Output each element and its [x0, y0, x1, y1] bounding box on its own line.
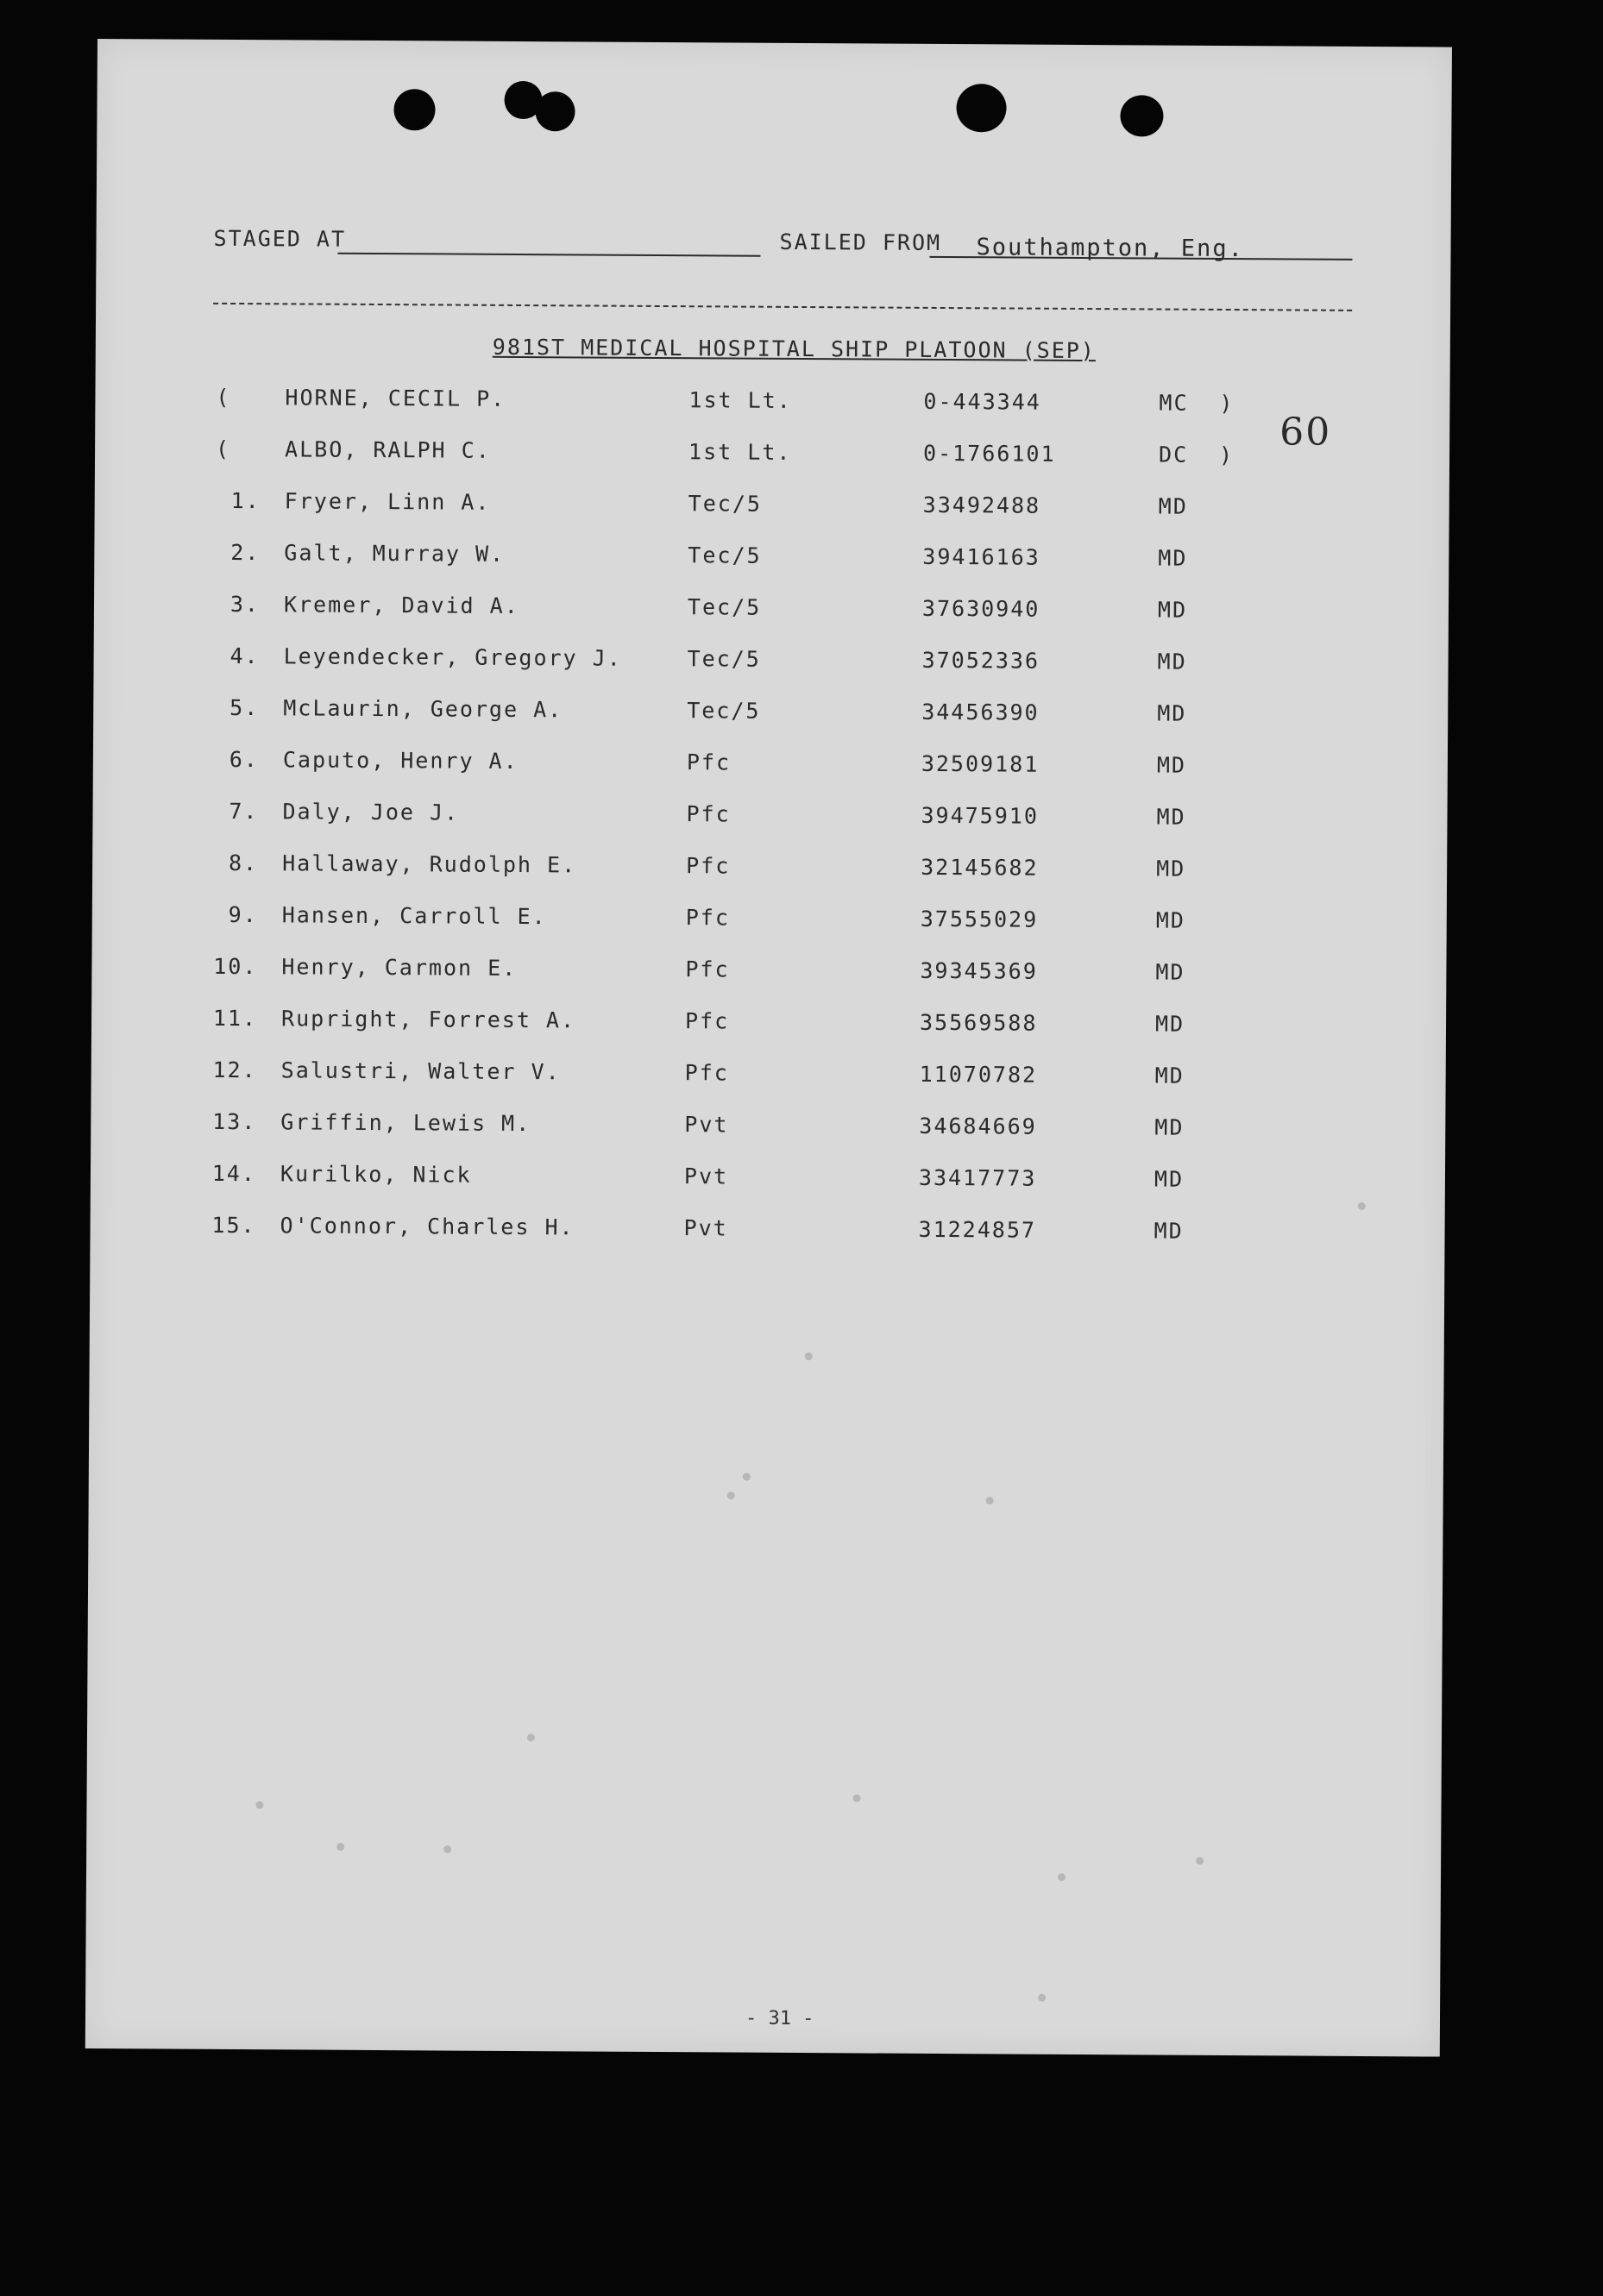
- row-number: 3.: [229, 591, 261, 618]
- row-number: 10.: [213, 953, 258, 980]
- soldier-rank: Pfc: [686, 853, 731, 879]
- soldier-serial: 32509181: [921, 750, 1040, 777]
- roster-row: [215, 592, 1509, 634]
- roster-row: [213, 850, 1507, 893]
- soldier-serial: 39416163: [922, 543, 1040, 570]
- soldier-serial: 34684669: [919, 1113, 1037, 1139]
- punch-hole: [1120, 95, 1163, 136]
- paper-speck: [805, 1352, 813, 1360]
- roster-row: [213, 799, 1507, 841]
- row-number: 15.: [211, 1212, 256, 1239]
- soldier-rank: Tec/5: [688, 543, 762, 568]
- document-page: [85, 39, 1452, 2057]
- row-number: 8.: [228, 850, 259, 876]
- paper-speck: [853, 1794, 861, 1802]
- roster-row: [213, 902, 1507, 944]
- roster-row: [216, 488, 1510, 530]
- paper-speck: [743, 1473, 751, 1481]
- soldier-rank: Pfc: [685, 905, 731, 931]
- soldier-serial: 37052336: [921, 647, 1040, 674]
- officer-name: HORNE, CECIL P.: [285, 385, 506, 411]
- soldier-arm: MD: [1157, 700, 1187, 726]
- paren-close: ): [1218, 442, 1235, 468]
- staged-at-label: STAGED AT: [213, 225, 347, 252]
- officer-row: [216, 385, 1510, 427]
- staged-at-line: [337, 253, 760, 257]
- soldier-rank: Pfc: [684, 1060, 729, 1086]
- officer-arm: MC: [1159, 390, 1189, 416]
- row-number: 5.: [229, 694, 260, 721]
- sailed-from-label: SAILED FROM: [779, 229, 942, 255]
- separator-line: [213, 303, 1352, 311]
- soldier-rank: Tec/5: [687, 698, 761, 724]
- roster-row: [215, 540, 1509, 582]
- soldier-rank: Pfc: [685, 957, 730, 982]
- soldier-serial: 39475910: [921, 802, 1040, 829]
- roster-row: [212, 1006, 1506, 1048]
- soldier-name: O'Connor, Charles H.: [280, 1213, 575, 1240]
- soldier-arm: MD: [1158, 545, 1188, 571]
- soldier-serial: 37555029: [920, 906, 1039, 932]
- paper-speck: [255, 1801, 263, 1809]
- page-number: - 31 -: [745, 2007, 814, 2030]
- row-number: 6.: [229, 746, 259, 773]
- roster-row: [212, 954, 1506, 996]
- soldier-arm: MD: [1154, 1011, 1185, 1037]
- row-number: 14.: [211, 1160, 257, 1187]
- soldier-arm: MD: [1155, 907, 1185, 933]
- soldier-arm: MD: [1157, 597, 1188, 623]
- punch-hole: [535, 91, 575, 131]
- row-number: 11.: [212, 1005, 258, 1032]
- soldier-rank: Pvt: [684, 1112, 729, 1138]
- soldier-serial: 11070782: [919, 1061, 1038, 1088]
- unit-title: 981ST MEDICAL HOSPITAL SHIP PLATOON (SEP): [492, 334, 1097, 364]
- roster-row: [211, 1213, 1505, 1255]
- row-number: 1.: [230, 487, 261, 514]
- row-number: 9.: [228, 901, 258, 928]
- soldier-serial: 31224857: [918, 1216, 1037, 1243]
- officer-rank: 1st Lt.: [688, 387, 792, 413]
- roster-row: [214, 643, 1508, 686]
- roster-row: [211, 1161, 1506, 1203]
- soldier-name: McLaurin, George A.: [283, 695, 563, 723]
- soldier-rank: Pvt: [683, 1164, 729, 1189]
- soldier-name: Hallaway, Rudolph E.: [282, 850, 577, 878]
- soldier-serial: 39345369: [920, 957, 1038, 984]
- punch-hole: [393, 89, 435, 130]
- soldier-rank: Pfc: [686, 750, 732, 775]
- soldier-arm: MD: [1154, 1114, 1185, 1140]
- soldier-rank: Pvt: [683, 1215, 728, 1241]
- officer-name: ALBO, RALPH C.: [285, 436, 491, 463]
- paper-speck: [986, 1496, 994, 1504]
- paper-speck: [336, 1843, 344, 1851]
- soldier-name: Griffin, Lewis M.: [280, 1109, 531, 1137]
- soldier-arm: MD: [1156, 804, 1186, 830]
- soldier-serial: 33492488: [922, 492, 1041, 518]
- paper-speck: [527, 1734, 535, 1741]
- paper-speck: [1196, 1857, 1204, 1865]
- soldier-name: Salustri, Walter V.: [280, 1057, 561, 1085]
- soldier-name: Kurilko, Nick: [280, 1161, 472, 1188]
- soldier-serial: 33417773: [918, 1164, 1037, 1191]
- soldier-name: Caputo, Henry A.: [282, 747, 519, 774]
- soldier-arm: MD: [1155, 959, 1185, 985]
- paper-speck: [1358, 1202, 1366, 1210]
- row-number: 2.: [230, 539, 261, 566]
- sailed-from-value: Southampton, Eng.: [976, 234, 1244, 263]
- soldier-name: Leyendecker, Gregory J.: [283, 643, 622, 671]
- roster-row: [212, 1057, 1506, 1100]
- officer-row: [216, 436, 1510, 479]
- row-number: 12.: [212, 1057, 257, 1083]
- punch-hole: [956, 84, 1006, 132]
- soldier-name: Kremer, David A.: [283, 592, 519, 618]
- soldier-arm: MD: [1154, 1063, 1185, 1088]
- paper-speck: [1038, 1994, 1046, 2002]
- page-mark: 60: [1279, 410, 1332, 455]
- row-number: 7.: [229, 798, 259, 825]
- soldier-name: Daly, Joe J.: [282, 799, 460, 825]
- soldier-arm: MD: [1156, 752, 1187, 778]
- officer-serial: 0-443344: [923, 388, 1041, 415]
- soldier-serial: 37630940: [921, 595, 1040, 622]
- soldier-arm: MD: [1154, 1218, 1184, 1244]
- paper-speck: [1058, 1873, 1066, 1881]
- officer-arm: DC: [1158, 442, 1189, 467]
- paren-open: (: [216, 436, 231, 461]
- soldier-name: Fryer, Linn A.: [284, 488, 491, 515]
- paper-speck: [443, 1845, 451, 1853]
- row-number: 4.: [229, 643, 260, 669]
- roster-row: [214, 695, 1508, 737]
- soldier-serial: 32145682: [921, 854, 1039, 881]
- soldier-name: Hansen, Carroll E.: [281, 902, 547, 930]
- soldier-rank: Pfc: [684, 1008, 730, 1034]
- officer-serial: 0-1766101: [922, 440, 1056, 467]
- soldier-name: Henry, Carmon E.: [281, 954, 518, 981]
- soldier-arm: MD: [1158, 493, 1188, 519]
- roster-row: [214, 747, 1508, 789]
- soldier-rank: Tec/5: [688, 491, 763, 517]
- roster-row: [211, 1109, 1506, 1151]
- row-number: 13.: [212, 1108, 257, 1135]
- paren-close: ): [1219, 390, 1235, 417]
- soldier-name: Rupright, Forrest A.: [280, 1006, 576, 1033]
- soldier-arm: MD: [1156, 856, 1186, 881]
- soldier-arm: MD: [1157, 649, 1187, 674]
- paren-open: (: [216, 384, 231, 410]
- paper-speck: [727, 1491, 735, 1499]
- officer-rank: 1st Lt.: [688, 439, 792, 465]
- soldier-rank: Pfc: [686, 801, 731, 827]
- soldier-rank: Tec/5: [687, 594, 762, 620]
- soldier-serial: 35569588: [919, 1009, 1038, 1036]
- soldier-rank: Tec/5: [687, 646, 761, 672]
- soldier-name: Galt, Murray W.: [284, 540, 506, 567]
- soldier-arm: MD: [1154, 1166, 1185, 1192]
- soldier-serial: 34456390: [921, 699, 1040, 725]
